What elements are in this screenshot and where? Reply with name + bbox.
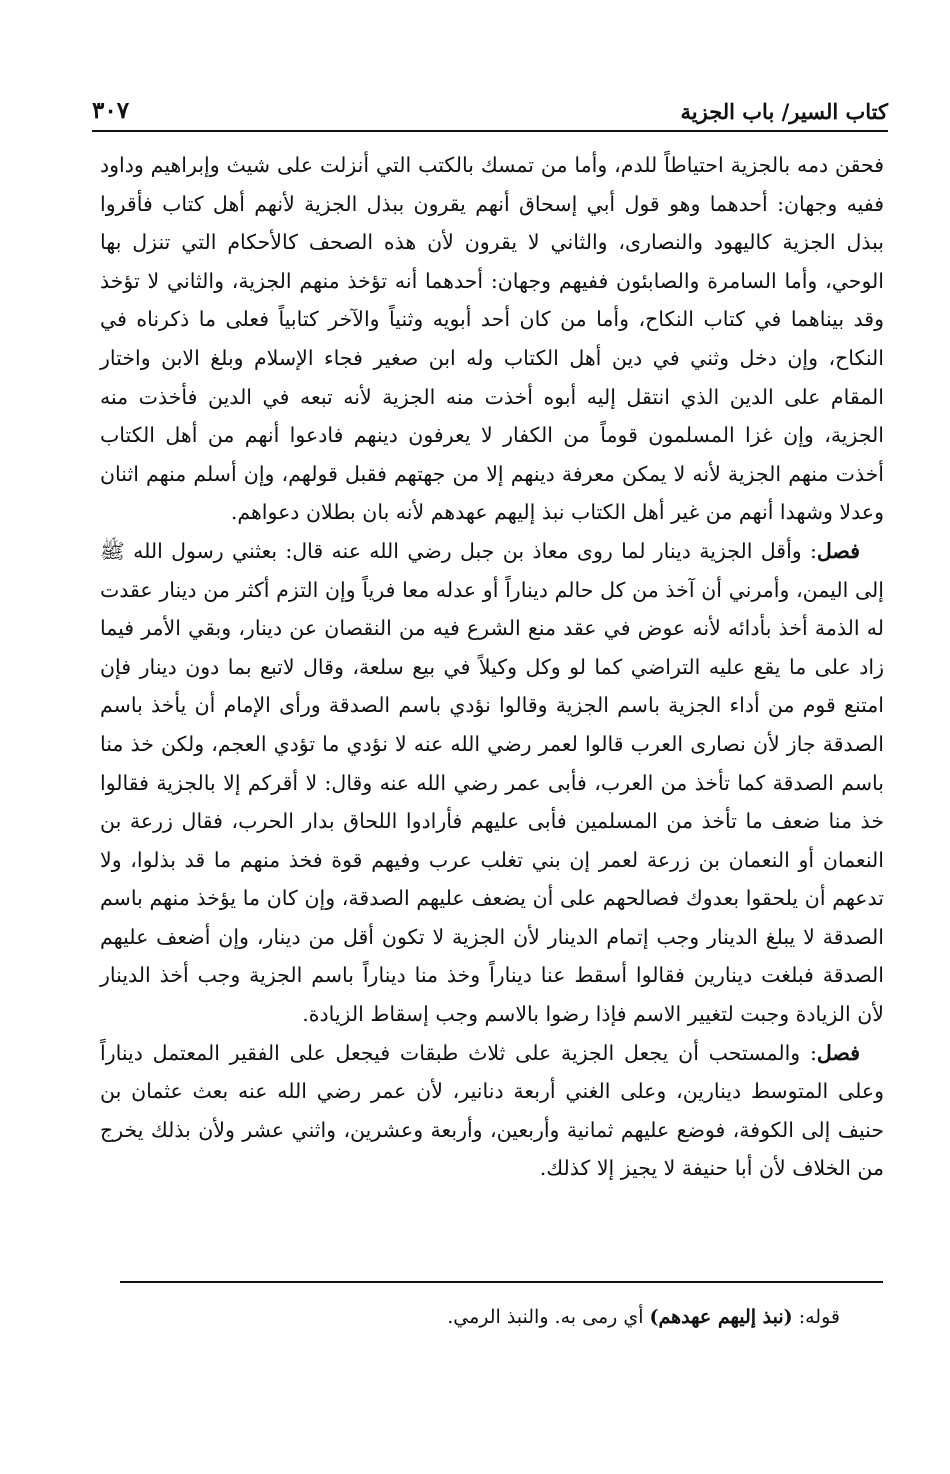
paragraph-3-text: : والمستحب أن يجعل الجزية على ثلاث طبقات فيجعل على الفقير المعتمل ديناراً وعلى المتوسط دينارين، وعلى الغني أربعة دنانير، لأن عمر رضي الله عنه بعث عثمان بن حنيف إلى الكوفة، فوضع عليهم ثمانية وأربعين، وأربعة وعشرين، واثني عشر ولأن بذلك يخرج من الخلاف لأن أبا حنيفة لا يجيز إلا كذلك. (100, 1040, 884, 1181)
footnote (120, 1300, 840, 1334)
running-title: كتاب السير/ باب الجزية (680, 99, 888, 124)
footnote-divider (120, 1281, 883, 1283)
main-text (100, 146, 884, 1188)
paragraph-2 (100, 532, 884, 1034)
paragraph-3 (100, 1034, 884, 1188)
paragraph-1: فحقن دمه بالجزية احتياطاً للدم، وأما من تمسك بالكتب التي أنزلت على شيث وإبراهيم وداود ففيه وجهان: أحدهما وهو قول أبي إسحاق أنهم يقرون ببذل الجزية لأنهم أهل كتاب فأقروا ببذل الجزية كاليهود والنصارى، والثاني لا يقرون لأن هذه الصحف كالأحكام التي تنزل بها الوحي، وأما السامرة والصابئون ففيهم وجهان: أحدهما أنه تؤخذ منهم الجزية، والثاني لا تؤخذ وقد بيناهما في كتاب النكاح، وأما من كان أحد أبويه وثنياً والآخر كتابياً فعلى ما ذكرناه في النكاح، وإن دخل وثني في دين أهل الكتاب وله ابن صغير فجاء الإسلام وبلغ الابن واختار المقام على الدين الذي انتقل إليه أبوه أخذت منه الجزية لأنه تبعه في الدين فأخذت منه الجزية، وإن غزا المسلمون قوماً من الكفار لا يعرفون دينهم فادعوا أنهم من أهل الكتاب أخذت منهم الجزية لأنه لا يمكن معرفة دينهم إلا من جهتهم فقبل قولهم، وإن أسلم منهم اثنان وعدلا وشهدا أنهم من غير أهل الكتاب نبذ إليهم عهدهم لأنه بان بطلان دعواهم. (100, 153, 884, 525)
section-label: فصل (816, 1040, 860, 1065)
page-header (92, 96, 888, 132)
section-label: فصل (816, 538, 860, 563)
footnote-term: (نبذ إليهم عهدهم) (649, 1306, 793, 1328)
paragraph-2-text: : وأقل الجزية دينار لما روى معاذ بن جبل رضي الله عنه قال: بعثني رسول الله ﷺ إلى اليمن، وأمرني أن آخذ من كل حالم ديناراً أو عدله معا فرياً وإن التزم أكثر من دينار عقدت له الذمة أخذ بأدائه لأنه عوض في عقد منع الشرع فيه من النقصان عن دينار، وبقي الأمر فيما زاد على ما يقع عليه التراضي كما لو وكل وكيلاً في بيع سلعة، وقال لاتبع بما دون دينار فإن امتنع قوم من أداء الجزية باسم الجزية وقالوا نؤدي باسم الصدقة ورأى الإمام أن يأخذ باسم الصدقة جاز لأن نصارى العرب قالوا لعمر رضي الله عنه لا نؤدي ما تؤدي العجم، ولكن خذ منا باسم الصدقة كما تأخذ من العرب، فأبى عمر رضي الله عنه وقال: لا أقركم إلا بالجزية فقالوا خذ منا ضعف ما تأخذ من المسلمين فأبى عليهم فأرادوا اللحاق بدار الحرب، فقال زرعة بن النعمان أو النعمان بن زرعة لعمر إن بني تغلب عرب وفيهم قوة فخذ منهم ما قد بذلوا، ولا تدعهم أن يلحقوا بعدوك فصالحهم على أن يضعف عليهم الصدقة، وإن كان ما يؤخذ منهم باسم الصدقة لا يبلغ الدينار وجب إتمام الدينار لأن الجزية لا تكون أقل من دينار، وإن أضعف عليهم الصدقة فبلغت دينارين فقالوا أسقط عنا ديناراً وخذ منا ديناراً باسم الجزية وجب أخذ الدينار لأن الزيادة وجبت لتغيير الاسم فإذا رضوا بالاسم وجب إسقاط الزيادة. (100, 538, 884, 1027)
page-number: ٣٠٧ (92, 97, 130, 124)
footnote-text: أي رمى به. والنبذ الرمي. (447, 1306, 650, 1328)
footnote-lead: قوله: (792, 1306, 840, 1328)
